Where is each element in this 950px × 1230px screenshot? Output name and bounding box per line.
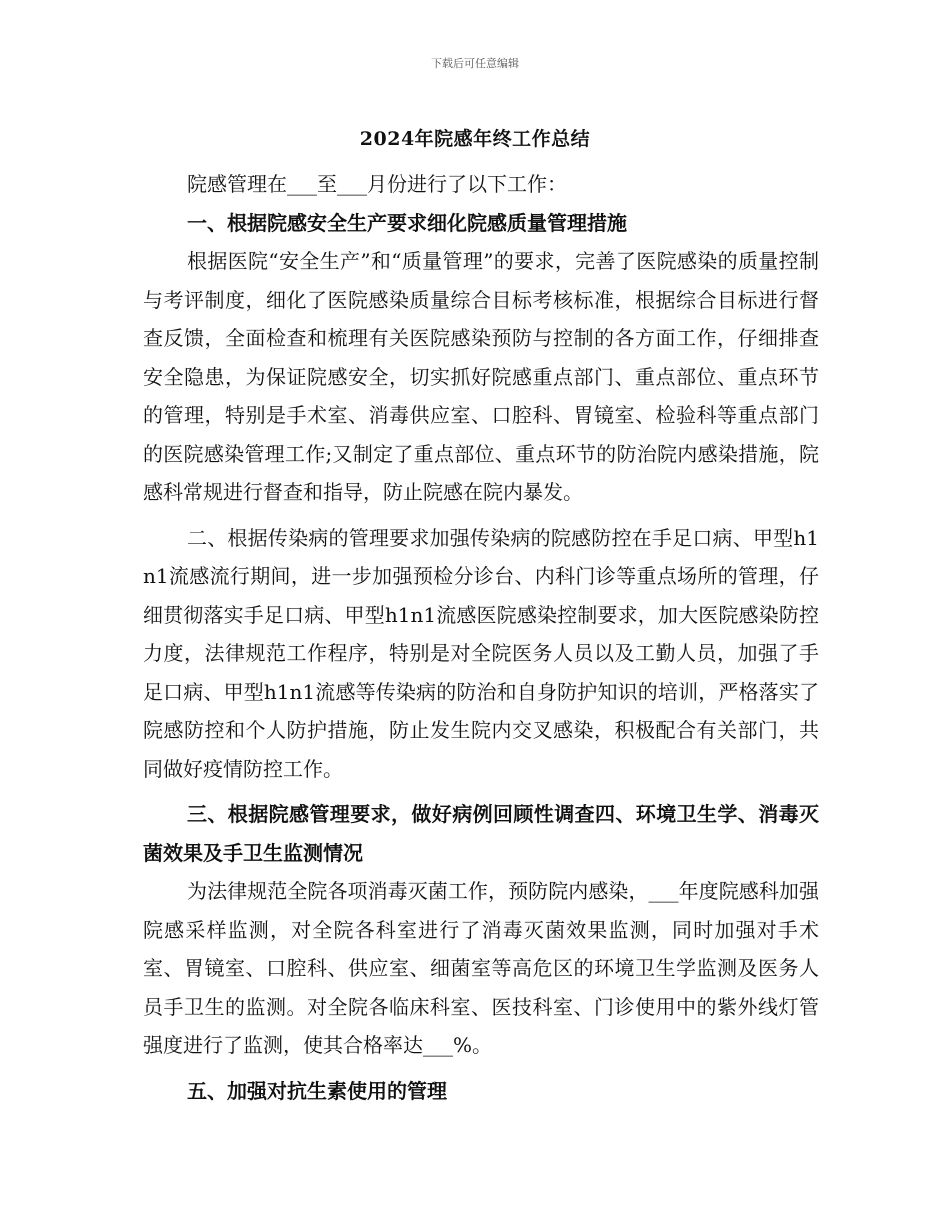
section-heading-3-4: 三、根据院感管理要求，做好病例回顾性调查四、环境卫生学、消毒灭菌效果及手卫生监测情况 [143, 802, 819, 865]
document-title: 2024年院感年终工作总结 [359, 128, 591, 150]
document-body [143, 165, 819, 1110]
section-paragraph-2: 二、根据传染病的管理要求加强传染病的院感防控在手足口病、甲型h1n1流感流行期间，进一步加强预检分诊台、内科门诊等重点场所的管理，仔细贯彻落实手足口病、甲型h1n1流感医院感染控制要求，加大医院感染防控力度，法律规范工作程序，特别是对全院医务人员以及工勤人员，加强了手足口病、甲型h1n1流感等传染病的防治和自身防护知识的培训，严格落实了院感防控和个人防护措施，防止发生院内交叉感染，积极配合有关部门，共同做好疫情防控工作。 [143, 525, 819, 781]
section-heading-5: 五、加强对抗生素使用的管理 [187, 1078, 447, 1103]
section-paragraph-4: 为法律规范全院各项消毒灭菌工作，预防院内感染，___年度院感科加强院感采样监测，对全院各科室进行了消毒灭菌效果监测，同时加强对手术室、胃镜室、口腔科、供应室、细菌室等高危区的环境卫生学监测及医务人员手卫生的监测。对全院各临床科室、医技科室、门诊使用中的紫外线灯管强度进行了监测，使其合格率达___%。 [143, 879, 819, 1057]
intro-paragraph: 院感管理在___至___月份进行了以下工作： [187, 172, 567, 196]
section-paragraph-1: 根据医院“安全生产”和“质量管理”的要求，完善了医院感染的质量控制与考评制度，细化了医院感染质量综合目标考核标准，根据综合目标进行督查反馈，全面检查和梳理有关医院感染预防与控制的各方面工作，仔细排查安全隐患，为保证院感安全，切实抓好院感重点部门、重点部位、重点环节的管理，特别是手术室、消毒供应室、口腔科、胃镜室、检验科等重点部门的医院感染管理工作;又制定了重点部位、重点环节的防治院内感染措施，院感科常规进行督查和指导，防止院感在院内暴发。 [143, 249, 819, 504]
section-heading-1: 一、根据院感安全生产要求细化院感质量管理措施 [187, 210, 627, 235]
header-note: 下载后可任意编辑 [431, 57, 519, 70]
